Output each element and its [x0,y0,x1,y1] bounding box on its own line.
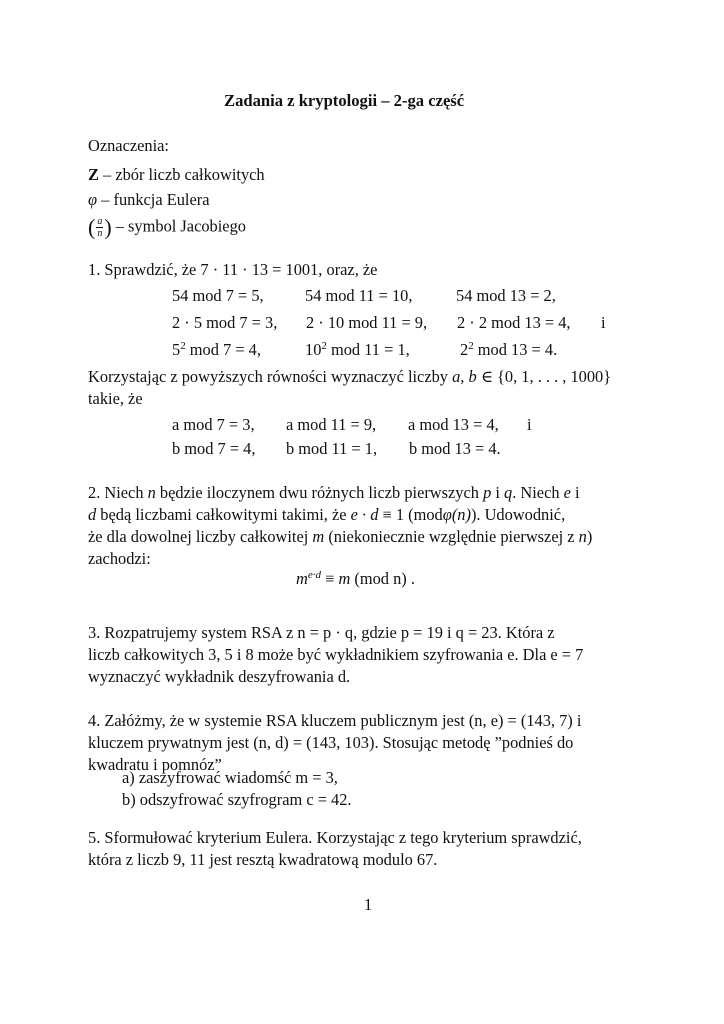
jacobi-numerator: a [97,216,103,227]
phi-description: – funkcja Eulera [101,190,210,209]
z-description: – zbór liczb całkowitych [103,165,265,184]
page-title: Zadania z kryptologii – 2-ga część [224,91,465,110]
task5-line1: 5. Sformułować kryterium Eulera. Korzystając z tego kryterium sprawdzić, [88,828,582,847]
task1-cond1-c3: a mod 13 = 4, [408,415,499,434]
phi-symbol: φ [88,190,98,209]
task1-cond1-and: i [527,415,532,434]
task2-line3: że dla dowolnej liczby całkowitej m (niekoniecznie względnie pierwszej z n) [88,527,593,546]
task1-intro: 1. Sprawdzić, że 7 · 11 · 13 = 1001, oraz, że [88,260,378,279]
task5-line2: która z liczb 9, 11 jest resztą kwadratową modulo 67. [88,850,438,869]
task2-line4: zachodzi: [88,549,151,568]
task1-row2-c3: 2 · 2 mod 13 = 4, [457,313,571,332]
task4-item-b: b) odszyfrować szyfrogram c = 42. [122,790,352,809]
notation-phi [88,190,210,210]
task1-cond1-c1: a mod 7 = 3, [172,415,255,434]
task1-row1-c3: 54 mod 13 = 2, [456,286,556,305]
task2-line1: 2. Niech n będzie iloczynem dwu różnych liczb pierwszych p i q. Niech e i [88,483,580,502]
task1-cond2-c1: b mod 7 = 4, [172,439,256,458]
task4-line1: 4. Załóżmy, że w systemie RSA kluczem publicznym jest (n, e) = (143, 7) i [88,711,582,730]
notation-jacobi: ( $\frac{a}{n}$ ) – symbol Jacobiego [88,214,246,240]
task1-instruction-cont: takie, że [88,389,143,408]
task1-cond2-c2: b mod 11 = 1, [286,439,378,458]
task1-row1-c2: 54 mod 11 = 10, [305,286,413,305]
task1-cond1-c2: a mod 11 = 9, [286,415,377,434]
task1-row1-c1: 54 mod 7 = 5, [172,286,264,305]
task3-line2: liczb całkowitych 3, 5 i 8 może być wykładnikiem szyfrowania e. Dla e = 7 [88,645,584,664]
jacobi-description: – symbol Jacobiego [115,216,246,236]
jacobi-fraction [96,216,103,239]
task1-cond2-c3: b mod 13 = 4. [409,439,501,458]
task2-line2: d będą liczbami całkowitymi takimi, że e · d ≡ 1 (modφ(n)). Udowodnić, [88,505,566,524]
task1-row2-c2: 2 · 10 mod 11 = 9, [306,313,428,332]
notation-z [88,165,265,185]
task3-line1: 3. Rozpatrujemy system RSA z n = p · q, gdzie p = 19 i q = 23. Która z [88,623,555,642]
task1-row3-c2: $10^2$ mod 11 = 1, [305,340,410,359]
task4-line2: kluczem prywatnym jest (n, d) = (143, 103). Stosując metodę ”podnieś do [88,733,574,752]
task1-row3-c1: $5^2$ mod 7 = 4, [172,340,261,359]
task3-line3: wyznaczyć wykładnik deszyfrowania d. [88,667,351,686]
task4-item-a: a) zaszyfrować wiadomść m = 3, [122,768,338,787]
task1-row2-c1: 2 · 5 mod 7 = 3, [172,313,278,332]
jacobi-denominator: n [97,228,103,239]
task1-row3-c3: $2^2$ mod 13 = 4. [460,340,558,359]
task2-formula: $m^{e\cdot d} \equiv m$ (mod n) . [296,569,415,588]
task1-instruction: Korzystając z powyższych równości wyznaczyć liczby a, b ∈ {0, 1, . . . , 1000} [88,367,612,386]
z-symbol: Z [88,165,99,184]
page-number: 1 [364,895,373,914]
task1-row2-and: i [601,313,606,332]
task4-line3: kwadratu i pomnóz” [88,755,222,774]
notation-heading: Oznaczenia: [88,136,169,155]
